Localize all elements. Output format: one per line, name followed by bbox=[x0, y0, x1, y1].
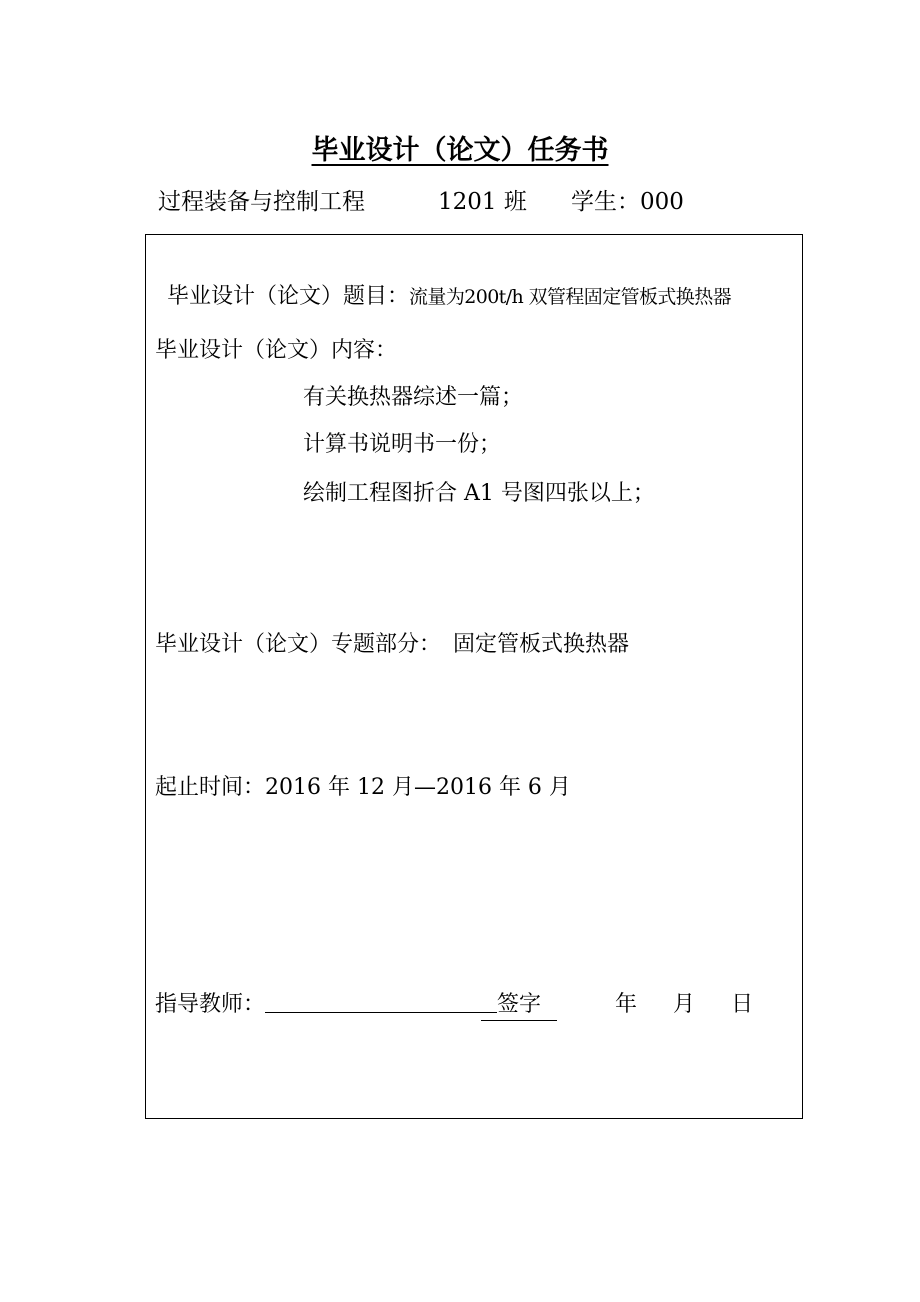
special-row bbox=[155, 630, 629, 660]
date-year: 年 bbox=[615, 992, 638, 1017]
advisor-row bbox=[155, 990, 753, 1021]
student-text: 学生：000 bbox=[571, 189, 684, 215]
period-text: 起止时间：2016 年 12 月—2016 年 6 月 bbox=[155, 775, 571, 800]
topic-label: 毕业设计（论文）题目： bbox=[167, 284, 410, 309]
advisor-signature-line[interactable] bbox=[265, 990, 497, 1013]
special-label: 毕业设计（论文）专题部分： bbox=[155, 632, 442, 657]
task-form-box bbox=[145, 234, 803, 1119]
topic-value: 流量为200t/h 双管程固定管板式换热器 bbox=[409, 286, 731, 308]
major-text: 过程装备与控制工程 bbox=[158, 189, 365, 215]
document-title bbox=[0, 133, 920, 169]
date-month: 月 bbox=[673, 992, 696, 1017]
content-item: 绘制工程图折合 A1 号图四张以上； bbox=[303, 481, 655, 506]
topic-row bbox=[167, 282, 731, 312]
content-label: 毕业设计（论文）内容： bbox=[155, 338, 398, 363]
content-item: 有关换热器综述一篇； bbox=[303, 385, 524, 410]
special-value: 固定管板式换热器 bbox=[453, 632, 630, 657]
content-item: 计算书说明书一份； bbox=[303, 432, 502, 457]
date-day: 日 bbox=[731, 992, 754, 1017]
signature-label: 签字 bbox=[481, 990, 557, 1021]
advisor-label: 指导教师： bbox=[155, 992, 266, 1017]
document-title-text: 毕业设计（论文）任务书 bbox=[311, 135, 609, 166]
class-text: 1201 班 bbox=[438, 189, 527, 215]
